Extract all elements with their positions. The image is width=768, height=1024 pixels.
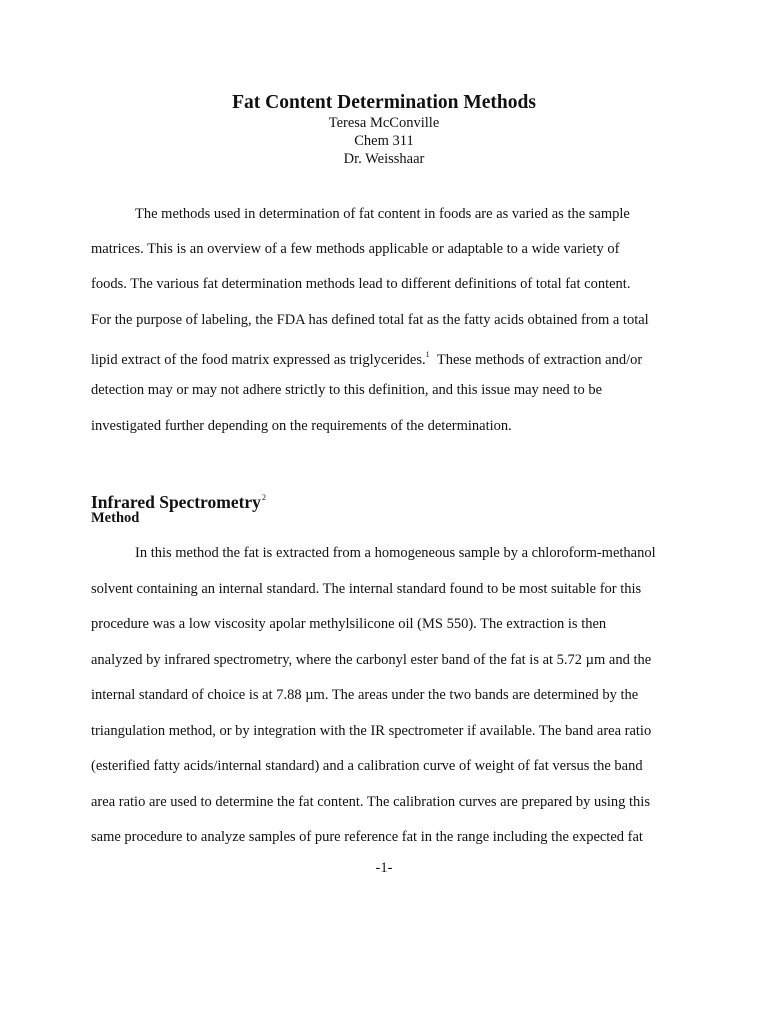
- author-name: Teresa McConville: [328, 115, 440, 131]
- method-line: procedure was a low viscosity apolar methylsilicone oil (MS 550). The extraction is then: [91, 616, 607, 632]
- method-line: (esterified fatty acids/internal standard) and a calibration curve of weight of fat versus the band: [91, 758, 643, 774]
- intro-line-text: lipid extract of the food matrix expressed as triglycerides.: [91, 352, 426, 368]
- page-number: -1-: [375, 860, 393, 876]
- method-line: In this method the fat is extracted from a homogeneous sample by a chloroform-methanol: [135, 545, 656, 561]
- intro-line: matrices. This is an overview of a few methods applicable or adaptable to a wide variety of: [91, 241, 620, 257]
- intro-line-text: These methods of extraction and/or: [436, 352, 643, 368]
- intro-line: detection may or may not adhere strictly to this definition, and this issue may need to be: [91, 382, 603, 398]
- intro-line: investigated further depending on the requirements of the determination.: [91, 418, 512, 434]
- intro-line: For the purpose of labeling, the FDA has defined total fat as the fatty acids obtained from a total: [91, 312, 649, 328]
- method-line: solvent containing an internal standard. The internal standard found to be most suitable for this: [91, 581, 642, 597]
- intro-line-with-reference: [91, 346, 642, 369]
- paper-title: Fat Content Determination Methods: [232, 92, 536, 113]
- method-line: internal standard of choice is at 7.88 µm. The areas under the two bands are determined by the: [91, 687, 639, 703]
- method-line: same procedure to analyze samples of pure reference fat in the range including the expected fat: [91, 829, 643, 845]
- intro-line: foods. The various fat determination methods lead to different definitions of total fat content.: [91, 276, 631, 292]
- method-line: area ratio are used to determine the fat content. The calibration curves are prepared by using this: [91, 794, 650, 810]
- method-line: triangulation method, or by integration with the IR spectrometer if available. The band area ratio: [91, 723, 652, 739]
- reference-marker-1: 1: [425, 350, 430, 359]
- reference-marker-2: 2: [261, 493, 266, 502]
- section-subheading: Method: [91, 510, 140, 526]
- instructor-name: Dr. Weisshaar: [343, 151, 425, 167]
- section-heading-text: Infrared Spectrometry: [91, 492, 261, 512]
- course-name: Chem 311: [354, 133, 414, 149]
- intro-line: The methods used in determination of fat content in foods are as varied as the sample: [135, 206, 630, 222]
- method-line: analyzed by infrared spectrometry, where the carbonyl ester band of the fat is at 5.72 µm and the: [91, 652, 652, 668]
